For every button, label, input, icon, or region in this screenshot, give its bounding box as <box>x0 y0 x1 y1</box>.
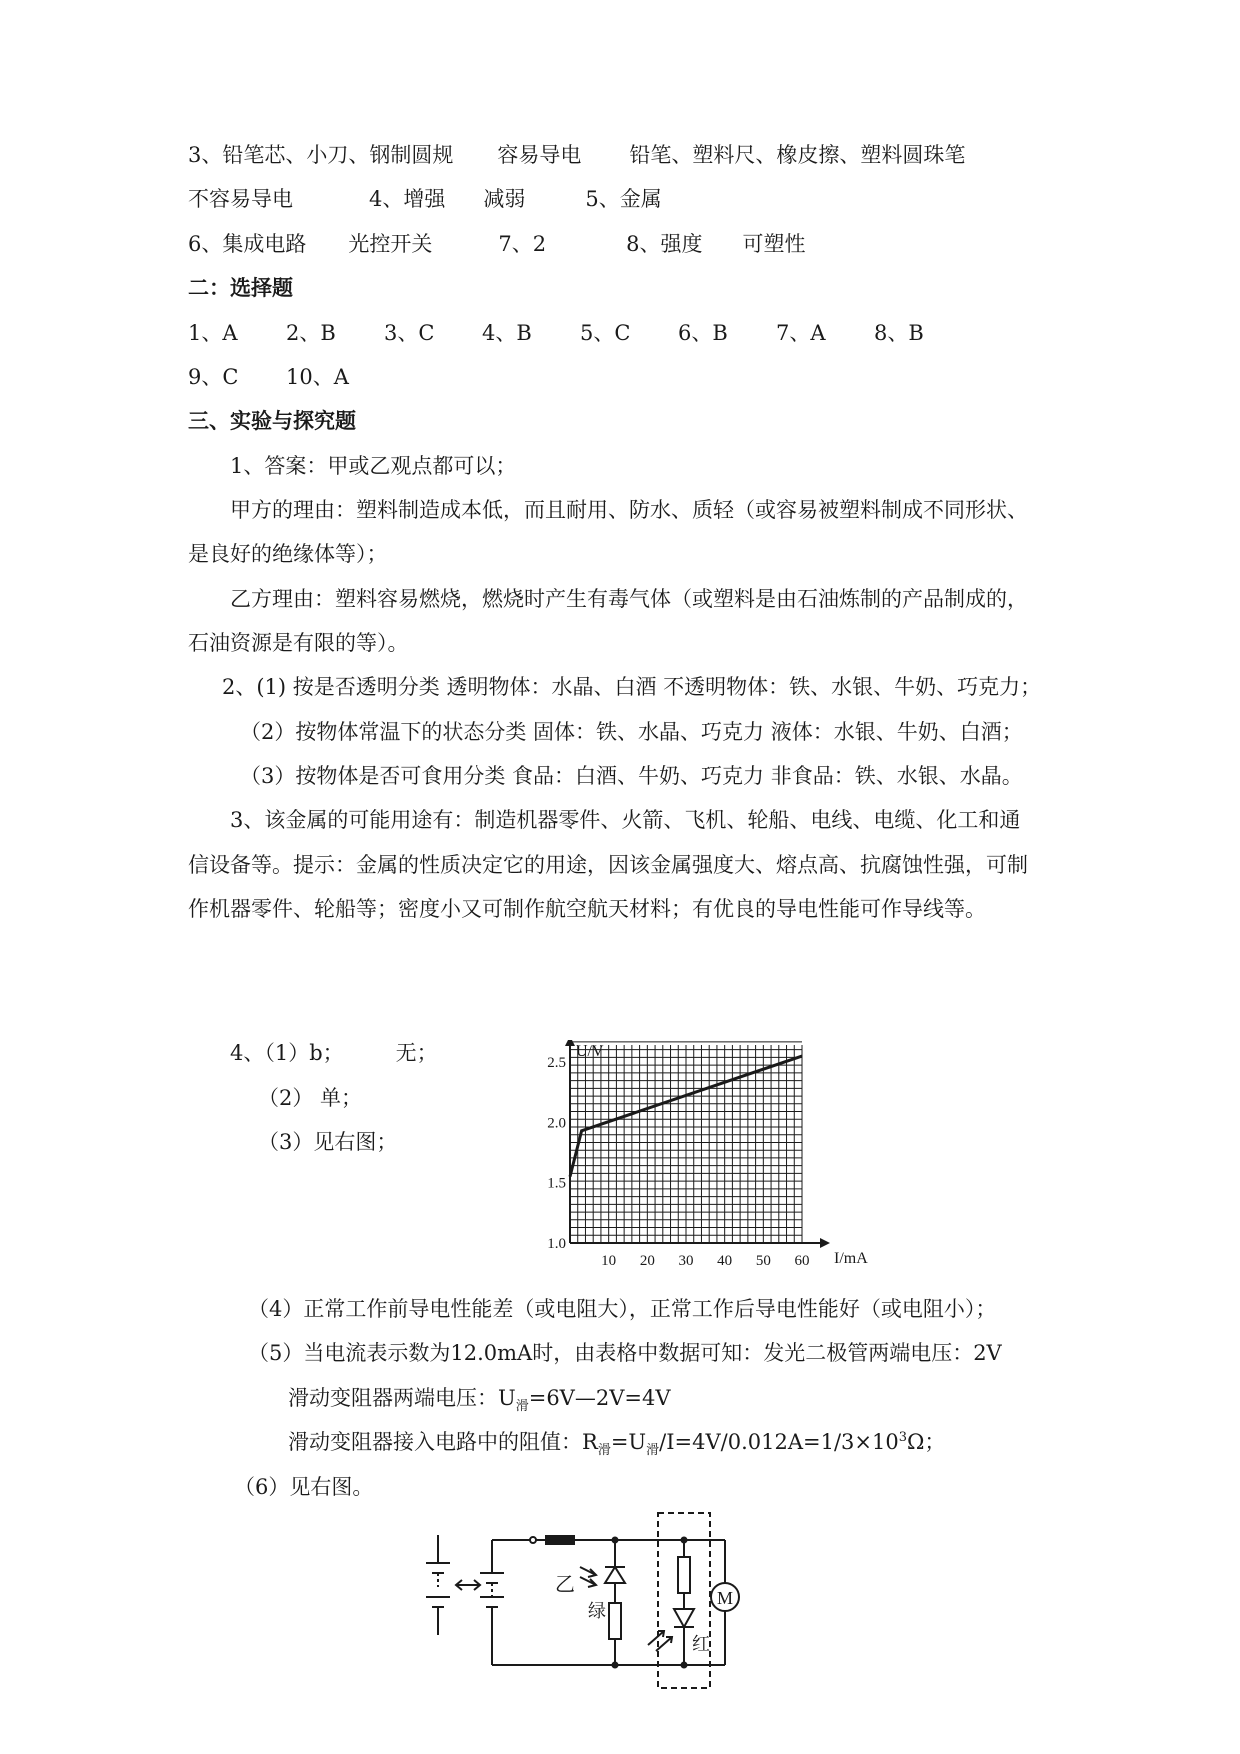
battery-symbol <box>426 1535 450 1635</box>
answer-text: 8、强度 <box>626 232 703 256</box>
superscript: 3 <box>898 1430 907 1445</box>
label-motor: M <box>717 1588 734 1608</box>
answer-text: 减弱 <box>483 187 526 211</box>
q4-part5: （5）当电流表示数为12.0mA时，由表格中数据可知：发光二极管两端电压：2V <box>248 1341 1002 1365</box>
answer-text: 4、（1）b； <box>230 1041 344 1065</box>
q4-part2: （2） 单； <box>258 1086 363 1110</box>
answer-line-6 <box>188 229 1110 259</box>
subscript: 滑 <box>597 1443 611 1459</box>
answer-text: 不容易导电 <box>188 187 293 211</box>
q2-part3: （3）按物体是否可食用分类 食品：白酒、牛奶、巧克力 非食品：铁、水银、水晶。 <box>240 764 1023 788</box>
choice-row-2 <box>188 362 1110 392</box>
y-tick-label: 1.0 <box>547 1236 566 1252</box>
q4-part4: （4）正常工作前导电性能差（或电阻大），正常工作后导电性能好（或电阻小）； <box>248 1297 997 1321</box>
choice-answer: 10、A <box>286 365 349 389</box>
answer-text: 7、2 <box>498 232 547 256</box>
x-tick-label: 60 <box>794 1253 810 1269</box>
choice-answer: 6、B <box>678 321 728 345</box>
label-red: 红 <box>692 1634 710 1654</box>
y-tick-label: 1.5 <box>547 1175 566 1192</box>
section-heading-experiment: 三、实验与探究题 <box>188 409 356 433</box>
answer-text: 5、金属 <box>585 187 662 211</box>
subscript: 滑 <box>646 1443 660 1459</box>
answer-text: 3、铅笔芯、小刀、钢制圆规 <box>188 143 454 167</box>
choice-answer: 4、B <box>482 321 532 345</box>
answer-text: 4、增强 <box>369 187 446 211</box>
answer-line-3 <box>188 140 1110 170</box>
y-tick-label: 2.0 <box>547 1115 566 1132</box>
q4-part1 <box>230 1038 438 1068</box>
answer-text: 无； <box>395 1041 438 1065</box>
q3-line3: 作机器零件、轮船等；密度小又可制作航空航天材料；有优良的导电性能可作导线等。 <box>188 897 986 921</box>
answer-text: 光控开关 <box>348 232 433 256</box>
switch-lever <box>546 1536 574 1544</box>
answer-text: /I=4V/0.012A=1/3×10 <box>659 1430 899 1454</box>
choice-row-1 <box>188 318 1110 348</box>
u-i-graph <box>540 1040 980 1270</box>
x-axis-arrow <box>820 1238 830 1248</box>
q3-line2: 信设备等。提示：金属的性质决定它的用途，因该金属强度大、熔点高、抗腐蚀性强，可制 <box>188 853 1028 877</box>
answer-text: 滑动变阻器接入电路中的阻值：R <box>288 1430 598 1454</box>
battery-symbol <box>480 1560 504 1623</box>
q4-part5-resistance <box>288 1427 1110 1457</box>
q4-part6: （6）见右图。 <box>234 1475 374 1499</box>
label-yi: 乙 <box>555 1574 575 1596</box>
answer-text: Ω； <box>906 1430 946 1454</box>
answer-text: =U <box>610 1430 647 1454</box>
q3-line1: 3、该金属的可能用途有：制造机器零件、火箭、飞机、轮船、电线、电缆、化工和通 <box>230 808 1021 832</box>
choice-answer: 2、B <box>286 321 336 345</box>
double-arrow-icon <box>456 1580 480 1590</box>
label-green: 绿 <box>588 1601 606 1621</box>
resistor-symbol <box>609 1603 621 1639</box>
answer-text: 可塑性 <box>742 232 806 256</box>
x-tick-label: 20 <box>639 1253 655 1269</box>
answer-text: 容易导电 <box>497 143 582 167</box>
section-heading-choice: 二：选择题 <box>188 276 293 300</box>
x-tick-label: 50 <box>755 1253 771 1269</box>
q1-yi-reason-cont: 石油资源是有限的等）。 <box>188 631 409 655</box>
answer-line-3b <box>188 184 1110 214</box>
choice-answer: 1、A <box>188 321 238 345</box>
y-axis-label: U/V <box>576 1043 604 1060</box>
answer-text: 6、集成电路 <box>188 232 307 256</box>
q2-part2: （2）按物体常温下的状态分类 固体：铁、水晶、巧克力 液体：水银、牛奶、白酒； <box>240 720 1023 744</box>
red-led-symbol <box>674 1609 694 1627</box>
q4-part3: （3）见右图； <box>258 1130 398 1154</box>
answer-text: 滑动变阻器两端电压：U <box>288 1386 516 1410</box>
answer-text: 铅笔、塑料尺、橡皮擦、塑料圆珠笔 <box>629 143 966 167</box>
y-axis-arrow <box>565 1040 575 1046</box>
x-tick-label: 30 <box>678 1253 694 1269</box>
choice-answer: 3、C <box>384 321 435 345</box>
q2-part1: 2、(1) 按是否透明分类 透明物体：水晶、白酒 不透明物体：铁、水银、牛奶、巧克力； <box>222 675 1042 699</box>
subscript: 滑 <box>515 1399 529 1415</box>
choice-answer: 7、A <box>776 321 826 345</box>
q4-part5-voltage <box>288 1383 1110 1413</box>
x-tick-label: 40 <box>717 1253 733 1269</box>
choice-answer: 9、C <box>188 365 239 389</box>
x-axis-label: I/mA <box>834 1250 868 1267</box>
circuit-diagram <box>420 1505 800 1690</box>
switch-contact <box>530 1537 536 1543</box>
choice-answer: 8、B <box>874 321 924 345</box>
resistor-symbol <box>678 1557 690 1593</box>
x-tick-label: 10 <box>601 1253 617 1269</box>
q1-jia-reason: 甲方的理由：塑料制造成本低，而且耐用、防水、质轻（或容易被塑料制成不同形状、 <box>230 498 1028 522</box>
answer-text: =6V—2V=4V <box>528 1386 671 1410</box>
q1-answer: 1、答案：甲或乙观点都可以； <box>230 454 517 478</box>
q1-yi-reason: 乙方理由：塑料容易燃烧，燃烧时产生有毒气体（或塑料是由石油炼制的产品制成的， <box>230 587 1028 611</box>
choice-answer: 5、C <box>580 321 631 345</box>
q1-jia-reason-cont: 是良好的绝缘体等）； <box>188 542 388 566</box>
green-led-symbol <box>605 1567 625 1583</box>
y-tick-label: 2.5 <box>547 1055 566 1072</box>
